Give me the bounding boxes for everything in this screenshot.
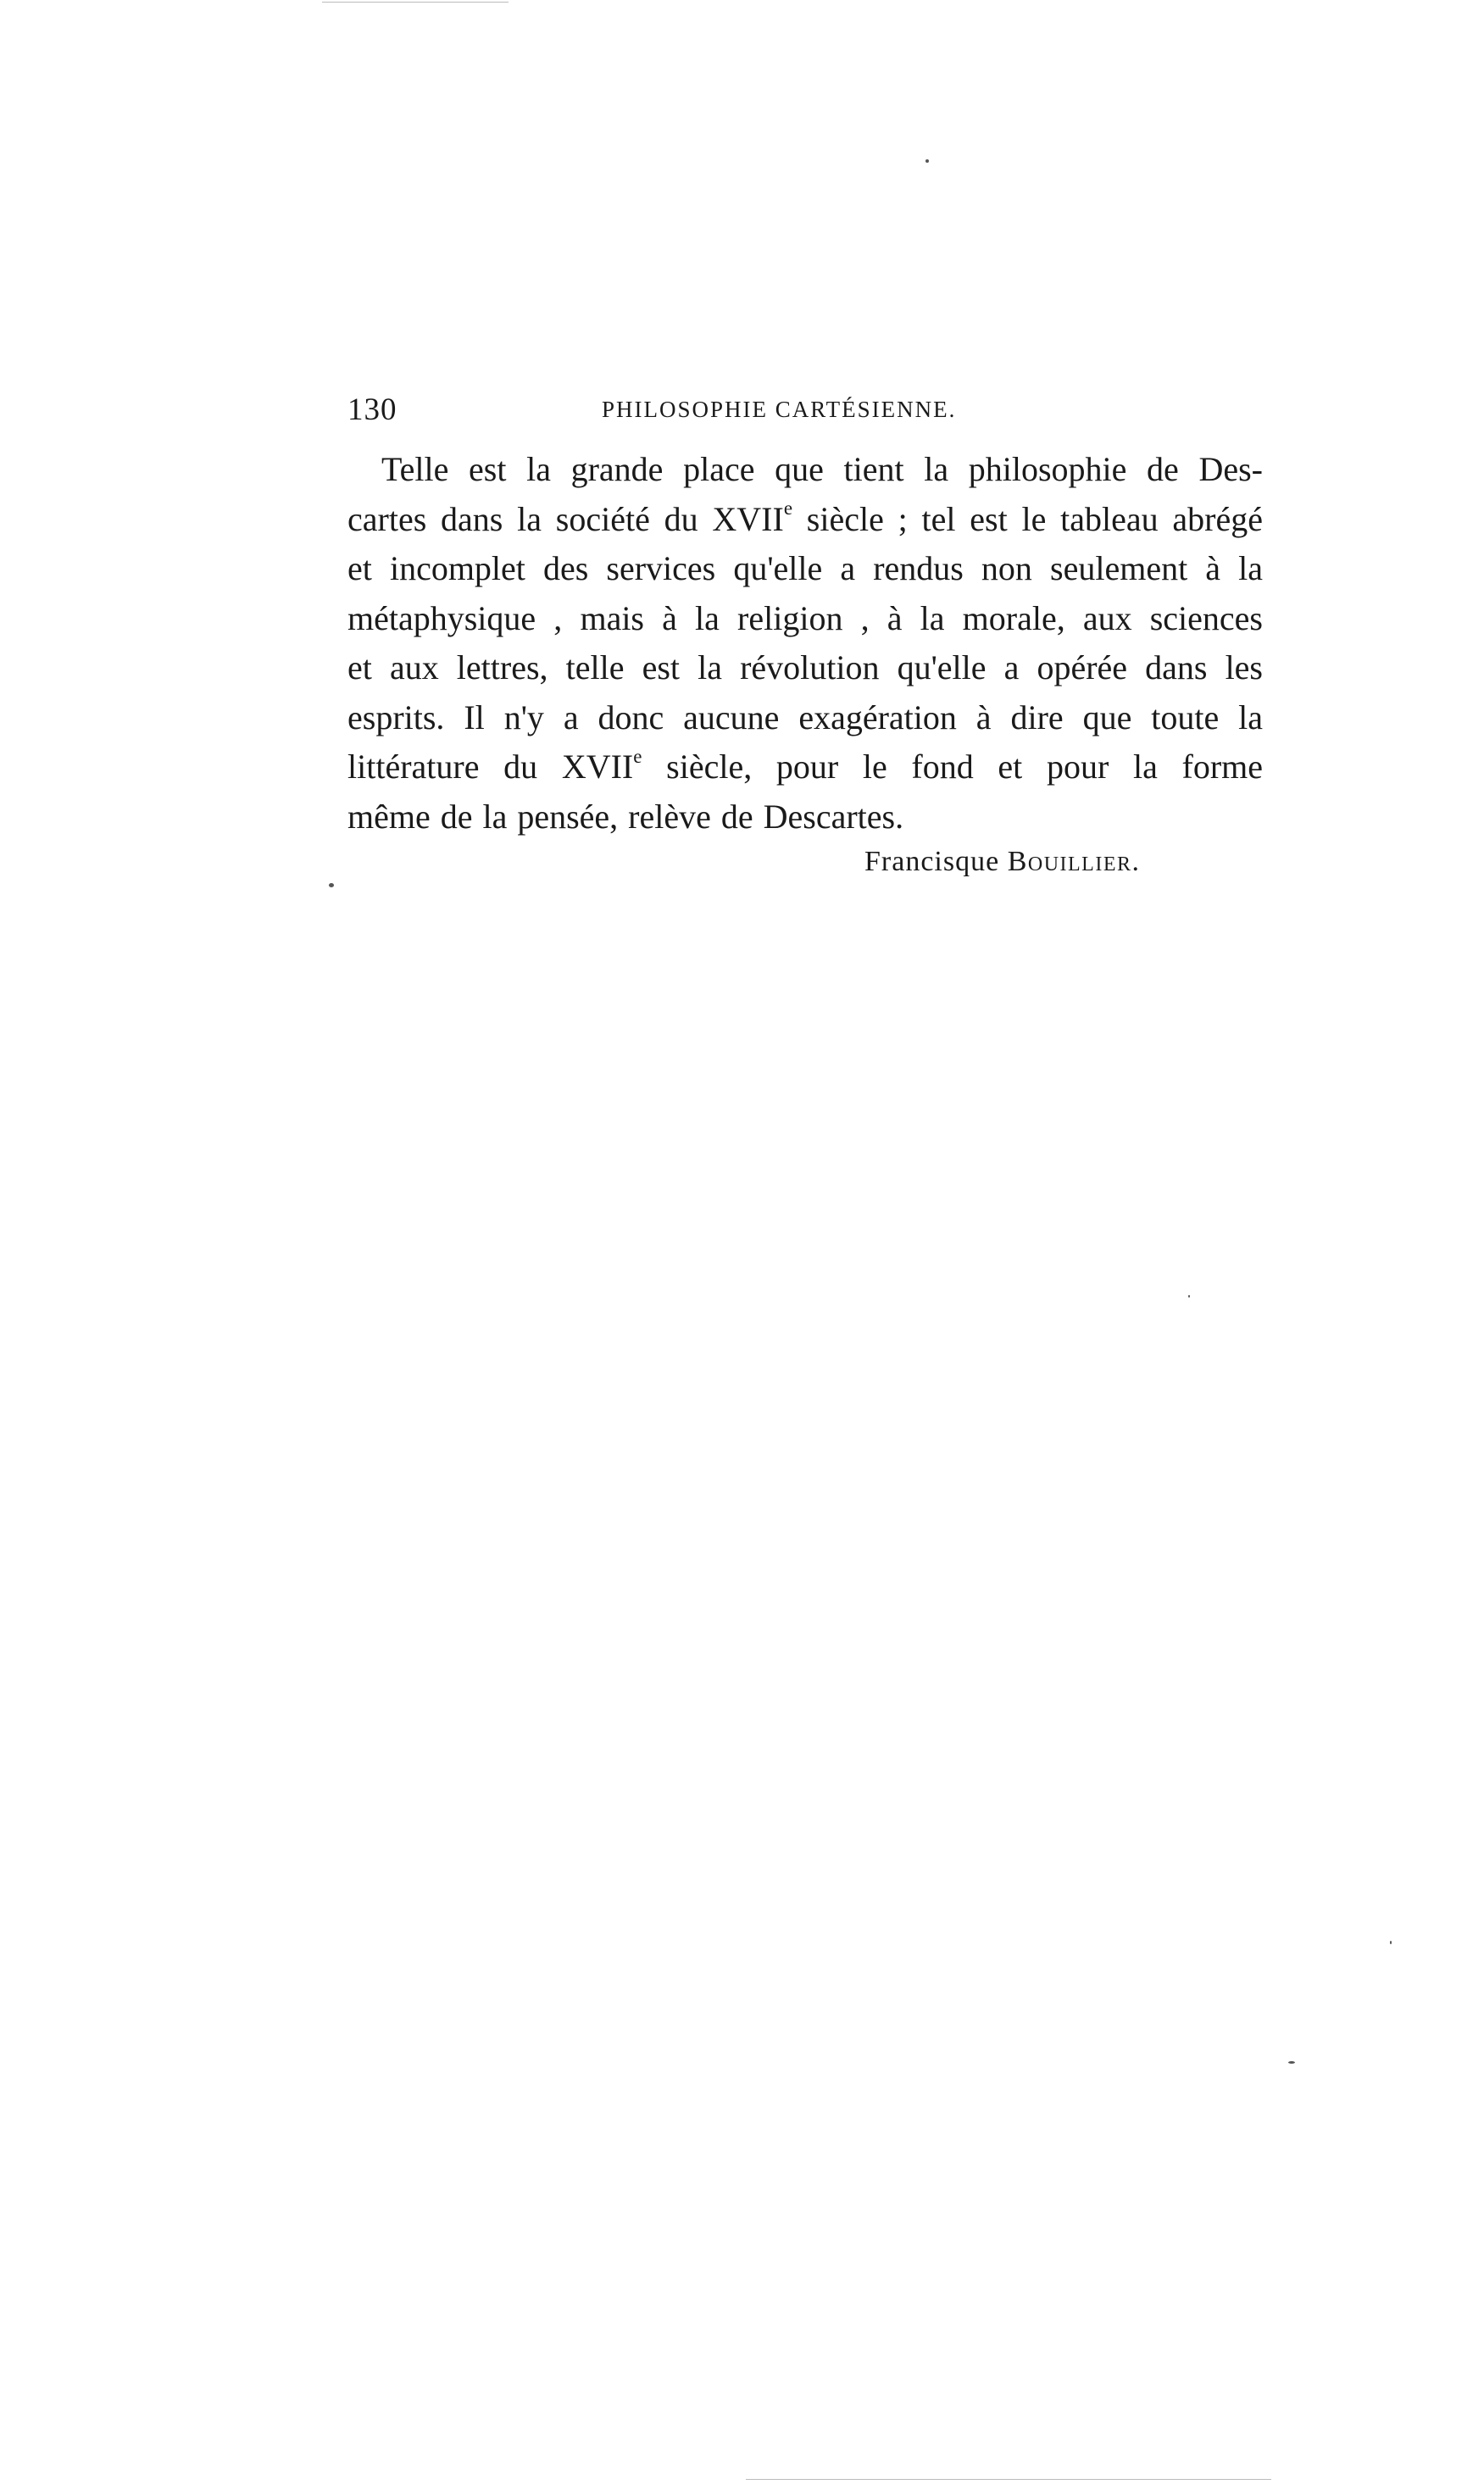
text-line: littérature du XVIIe siècle, pour le fond et pour la forme — [347, 745, 1264, 786]
text-line: et incomplet des services qu'elle a rendus non seulement à la — [347, 549, 1263, 587]
text-line: esprits. Il n'y a donc aucune exagération à dire que toute la — [347, 698, 1263, 736]
author-last-name: Bouillier. — [1007, 846, 1141, 877]
text-line: métaphysique , mais à la religion , à la morale, aux sciences — [347, 598, 1263, 637]
scan-speck — [1188, 1295, 1190, 1298]
text-line: Telle est la grande place que tient la philosophie de Des- — [381, 450, 1263, 488]
superscript: e — [633, 745, 642, 767]
scan-speck — [329, 883, 334, 887]
paragraph — [347, 445, 1263, 842]
superscript: e — [783, 497, 793, 520]
text-line: même de la pensée, relève de Descartes. — [347, 797, 904, 836]
scan-speck — [1390, 1941, 1392, 1944]
author-signature — [864, 846, 1141, 878]
author-first-name: Francisque — [864, 846, 1000, 877]
running-head — [347, 392, 1263, 432]
text-line: et aux lettres, telle est la révolution qu'elle a opérée dans les — [347, 648, 1263, 686]
scan-speck — [925, 159, 929, 163]
running-title: PHILOSOPHIE CARTÉSIENNE. — [602, 397, 957, 422]
page-number: 130 — [347, 392, 397, 427]
text-line: cartes dans la société du XVIIe siècle ; tel est le tableau abrégé — [347, 497, 1263, 538]
scan-speck — [1288, 2061, 1295, 2064]
scan-edge-line — [746, 2479, 1271, 2480]
scan-edge-line — [322, 2, 509, 3]
